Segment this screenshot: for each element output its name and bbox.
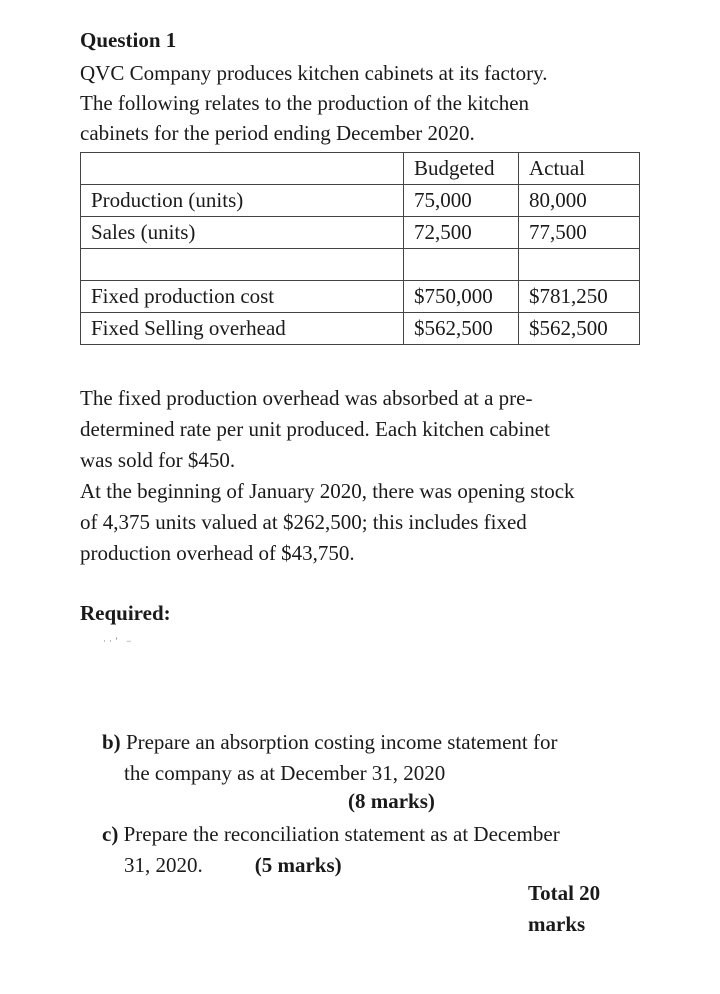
part-b-text: Prepare an absorption costing income statement for bbox=[125, 730, 558, 754]
intro-line: The following relates to the production of the kitchen bbox=[80, 91, 530, 115]
table-header-cell bbox=[81, 153, 404, 185]
row-label bbox=[81, 249, 404, 281]
row-label: Sales (units) bbox=[81, 217, 404, 249]
table-row bbox=[81, 217, 640, 249]
cost-data-table bbox=[80, 152, 640, 345]
intro-line: QVC Company produces kitchen cabinets at its factory. bbox=[80, 61, 548, 85]
part-c-line bbox=[102, 850, 560, 881]
opening-stock-paragraph bbox=[80, 476, 575, 569]
part-c-text: Prepare the reconciliation statement as at December bbox=[123, 822, 560, 846]
row-label: Production (units) bbox=[81, 185, 404, 217]
paragraph-line: of 4,375 units valued at $262,500; this includes fixed bbox=[80, 510, 527, 534]
part-b-line: the company as at December 31, 2020 bbox=[124, 761, 446, 785]
total-marks-line: Total 20 bbox=[528, 881, 601, 905]
budgeted-value: 72,500 bbox=[404, 217, 519, 249]
paragraph-line: The fixed production overhead was absorbed at a pre- bbox=[80, 386, 533, 410]
budgeted-value: $562,500 bbox=[404, 313, 519, 345]
paragraph-line: determined rate per unit produced. Each kitchen cabinet bbox=[80, 417, 550, 441]
table-row bbox=[81, 281, 640, 313]
part-c-text: 31, 2020. bbox=[124, 853, 203, 877]
part-b-line bbox=[102, 727, 557, 758]
actual-value: 77,500 bbox=[519, 217, 640, 249]
part-c-question bbox=[102, 819, 560, 881]
part-c-letter: c) bbox=[102, 822, 119, 846]
intro-paragraph bbox=[80, 58, 548, 148]
budgeted-value: $750,000 bbox=[404, 281, 519, 313]
row-label: Fixed production cost bbox=[81, 281, 404, 313]
table-header-budgeted: Budgeted bbox=[404, 153, 519, 185]
paragraph-line: production overhead of $43,750. bbox=[80, 541, 355, 565]
required-heading: Required: bbox=[80, 601, 171, 625]
row-label: Fixed Selling overhead bbox=[81, 313, 404, 345]
part-c-line bbox=[102, 819, 560, 850]
cut-off-text: ··ʼ − bbox=[103, 636, 135, 646]
budgeted-value bbox=[404, 249, 519, 281]
part-b-letter: b) bbox=[102, 730, 121, 754]
table-row bbox=[81, 313, 640, 345]
actual-value: 80,000 bbox=[519, 185, 640, 217]
part-c-marks: (5 marks) bbox=[254, 853, 342, 877]
part-b-question bbox=[102, 727, 557, 789]
actual-value: $562,500 bbox=[519, 313, 640, 345]
actual-value: $781,250 bbox=[519, 281, 640, 313]
overhead-paragraph bbox=[80, 383, 550, 476]
part-b-marks: (8 marks) bbox=[348, 789, 435, 813]
actual-value bbox=[519, 249, 640, 281]
total-marks-line: marks bbox=[528, 912, 586, 936]
table-header-row bbox=[81, 153, 640, 185]
intro-line: cabinets for the period ending December 2020. bbox=[80, 121, 475, 145]
table-row bbox=[81, 249, 640, 281]
question-title: Question 1 bbox=[80, 28, 177, 52]
paragraph-line: At the beginning of January 2020, there was opening stock bbox=[80, 479, 575, 503]
budgeted-value: 75,000 bbox=[404, 185, 519, 217]
table-row bbox=[81, 185, 640, 217]
table-header-actual: Actual bbox=[519, 153, 640, 185]
paragraph-line: was sold for $450. bbox=[80, 448, 236, 472]
